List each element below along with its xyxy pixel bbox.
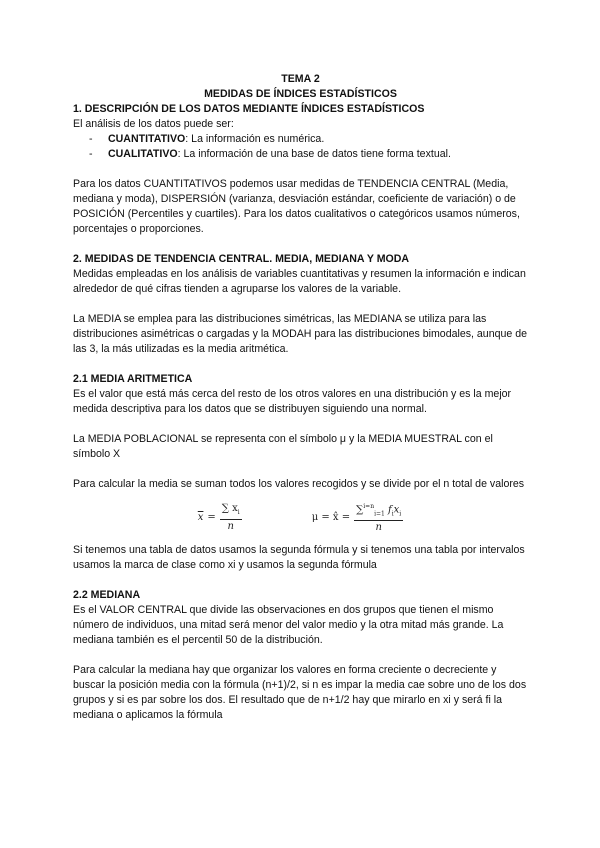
bullet-term: CUALITATIVO xyxy=(108,148,178,160)
section-2-2-paragraph-1: Es el VALOR CENTRAL que divide las observaciones en dos grupos que tienen el mismo número de individuos, una mitad será menor del valor medio y la otra mitad más grande. La mediana también es el percentil 50 de la distribución. xyxy=(73,604,504,647)
section-2-1-paragraph-2: La MEDIA POBLACIONAL se representa con el símbolo μ y la MEDIA MUESTRAL con el símbolo X xyxy=(73,433,493,460)
section-2-1-paragraph-1: Es el valor que está más cerca del resto de los otros valores en una distribución y es la mejor medida descriptiva para los datos que se distribuyen siguiendo una normal. xyxy=(73,388,512,415)
bullet-dash: - xyxy=(89,148,93,160)
section-2-2-paragraph-2: Para calcular la mediana hay que organizar los valores en forma creciente o decreciente y buscar la posición media con la fórmula (n+1)/2, si n es impar la media cae sobre uno de los dos grupos y si es par sobre los dos. El resultado que de n+1/2 hay que mirarlo en xi y será fi la mediana o aplicamos la fórmula xyxy=(73,664,527,722)
section-2-2-heading: 2.2 MEDIANA xyxy=(73,589,141,602)
section-2-paragraph-1: Medidas empleadas en los análisis de variables cuantitativas y resumen la información e indican alrededor de qué cifras tienden a agruparse los valores de la variable. xyxy=(73,268,526,295)
sample-mean-formula: $\overline{x}$ = $\frac{\sum x_i}{n}$ xyxy=(197,502,240,532)
sum-symbol: ∑ xyxy=(356,504,364,516)
section-2-heading: 2. MEDIDAS DE TENDENCIA CENTRAL. MEDIA, MEDIANA Y MODA xyxy=(73,253,410,265)
bullet-text: : La información de una base de datos tiene forma textual. xyxy=(177,148,451,160)
formula-lhs: $\overline{x}$ xyxy=(197,511,204,523)
section-1-intro: El análisis de los datos puede ser: xyxy=(73,118,234,130)
formula-lhs: μ = x̂ = xyxy=(311,511,351,523)
formula-denominator: n xyxy=(227,520,234,532)
bullet-text: : La información es numérica. xyxy=(185,133,325,145)
formula-denominator: n xyxy=(375,522,382,534)
document-title: MEDIDAS DE ÍNDICES ESTADÍSTICOS xyxy=(204,88,397,100)
data-type-list xyxy=(73,132,528,162)
document-page xyxy=(73,72,528,723)
sum-upper: i=n xyxy=(363,503,375,510)
weighted-mean-formula: μ = x̂ = $\frac{\sum^{i=n}_{i=1} f_ix_i}{n}$ xyxy=(312,500,404,534)
section-2-paragraph-2: La MEDIA se emplea para las distribuciones simétricas, las MEDIANA se utiliza para las distribuciones asimétricas o cargadas y la MODAH para las distribuciones bimodales, aunque de las 3, la más utilizadas es la media aritmética. xyxy=(73,313,527,355)
list-item xyxy=(89,132,528,147)
mean-formulas xyxy=(73,500,528,534)
section-1-paragraph: Para los datos CUANTITATIVOS podemos usar medidas de TENDENCIA CENTRAL (Media, mediana y moda), DISPERSIÓN (varianza, desviación estándar, coeficiente de variación) o de POSICIÓN (Percentiles y cuartiles). Para los datos cualitativos o categóricos usamos números, porcentajes o proporciones. xyxy=(73,178,520,235)
section-1-heading: 1. DESCRIPCIÓN DE LOS DATOS MEDIANTE ÍNDICES ESTADÍSTICOS xyxy=(73,103,425,115)
tema-label: TEMA 2 xyxy=(281,73,320,85)
section-2-1-paragraph-4: Si tenemos una tabla de datos usamos la segunda fórmula y si tenemos una tabla por intervalos usamos la marca de clase como xi y usamos la segunda fórmula xyxy=(73,544,525,572)
list-item xyxy=(89,147,528,162)
formula-term: f xyxy=(388,504,392,516)
sum-lower: i=1 xyxy=(374,510,385,518)
section-2-1-heading: 2.1 MEDIA ARITMETICA xyxy=(73,373,193,385)
bullet-dash: - xyxy=(89,133,93,145)
section-2-1-paragraph-3: Para calcular la media se suman todos los valores recogidos y se divide por el n total de valores xyxy=(73,478,525,490)
formula-subscript: i xyxy=(237,508,240,516)
formula-numerator: ∑ x xyxy=(221,502,238,514)
bullet-term: CUANTITATIVO xyxy=(108,133,186,145)
